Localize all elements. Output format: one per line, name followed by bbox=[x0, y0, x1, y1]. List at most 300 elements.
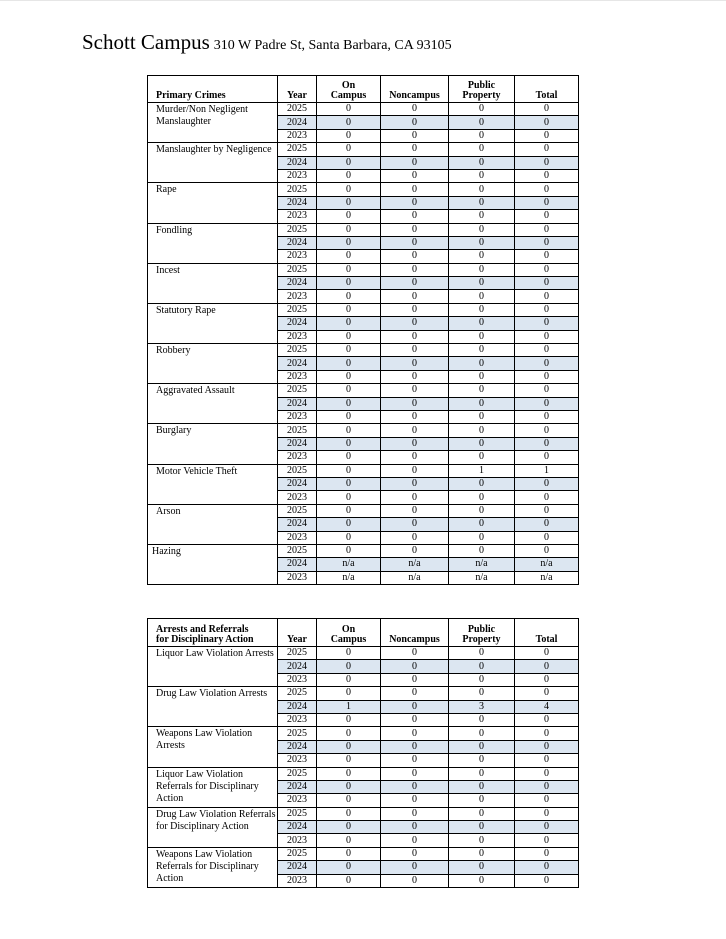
noncampus-cell: 0 bbox=[381, 687, 449, 700]
on-campus-cell: 0 bbox=[317, 821, 381, 834]
year-cell: 2024 bbox=[278, 660, 317, 673]
on-campus-cell: 0 bbox=[317, 754, 381, 767]
category-cell: Incest bbox=[148, 263, 278, 303]
total-cell: 0 bbox=[515, 223, 579, 236]
total-cell: n/a bbox=[515, 571, 579, 584]
total-cell: 0 bbox=[515, 518, 579, 531]
on-campus-cell: 0 bbox=[317, 847, 381, 860]
total-cell: 0 bbox=[515, 156, 579, 169]
public-property-cell: 0 bbox=[449, 169, 515, 182]
year-cell: 2025 bbox=[278, 847, 317, 860]
noncampus-cell: 0 bbox=[381, 874, 449, 887]
table-row bbox=[148, 303, 579, 316]
on-campus-cell: 0 bbox=[317, 384, 381, 397]
total-cell: 0 bbox=[515, 780, 579, 793]
table-row bbox=[148, 344, 579, 357]
table-row bbox=[148, 807, 579, 820]
noncampus-cell: 0 bbox=[381, 861, 449, 874]
public-property-cell: 0 bbox=[449, 754, 515, 767]
year-cell: 2024 bbox=[278, 861, 317, 874]
year-cell: 2024 bbox=[278, 277, 317, 290]
year-cell: 2023 bbox=[278, 330, 317, 343]
noncampus-cell: 0 bbox=[381, 673, 449, 686]
noncampus-cell: 0 bbox=[381, 277, 449, 290]
page-title bbox=[82, 30, 452, 58]
table-row bbox=[148, 103, 579, 116]
total-cell: 0 bbox=[515, 504, 579, 517]
noncampus-cell: 0 bbox=[381, 223, 449, 236]
table-row bbox=[148, 727, 579, 740]
table-row bbox=[148, 687, 579, 700]
on-campus-line2: Campus bbox=[330, 90, 367, 101]
total-cell: 0 bbox=[515, 807, 579, 820]
on-campus-cell: 0 bbox=[317, 424, 381, 437]
year-cell: 2023 bbox=[278, 874, 317, 887]
category-cell: Murder/Non Negligent Manslaughter bbox=[148, 103, 278, 143]
noncampus-cell: 0 bbox=[381, 169, 449, 182]
on-campus-cell: 0 bbox=[317, 451, 381, 464]
year-cell: 2025 bbox=[278, 263, 317, 276]
noncampus-cell: 0 bbox=[381, 210, 449, 223]
category-cell: Arson bbox=[148, 504, 278, 544]
arrests-referrals-table bbox=[147, 618, 579, 888]
public-property-cell: 1 bbox=[449, 464, 515, 477]
noncampus-cell: 0 bbox=[381, 263, 449, 276]
table-row bbox=[148, 544, 579, 557]
public-property-cell: 3 bbox=[449, 700, 515, 713]
column-header-on-campus bbox=[317, 619, 381, 647]
on-campus-cell: 0 bbox=[317, 103, 381, 116]
total-cell: 0 bbox=[515, 169, 579, 182]
noncampus-cell: 0 bbox=[381, 303, 449, 316]
public-property-cell: 0 bbox=[449, 821, 515, 834]
year-cell: 2023 bbox=[278, 370, 317, 383]
category-cell: Rape bbox=[148, 183, 278, 223]
public-property-cell: 0 bbox=[449, 687, 515, 700]
year-cell: 2024 bbox=[278, 518, 317, 531]
on-campus-cell: 0 bbox=[317, 330, 381, 343]
category-cell: Weapons Law Violation Arrests bbox=[148, 727, 278, 767]
on-campus-cell: 0 bbox=[317, 250, 381, 263]
noncampus-cell: 0 bbox=[381, 794, 449, 807]
public-property-cell: 0 bbox=[449, 660, 515, 673]
total-cell: 0 bbox=[515, 713, 579, 726]
year-cell: 2025 bbox=[278, 464, 317, 477]
column-header-noncampus: Noncampus bbox=[381, 619, 449, 647]
year-cell: 2023 bbox=[278, 210, 317, 223]
on-campus-cell: 0 bbox=[317, 491, 381, 504]
on-campus-cell: 0 bbox=[317, 807, 381, 820]
category-cell: Manslaughter by Negligence bbox=[148, 143, 278, 183]
public-property-cell: 0 bbox=[449, 116, 515, 129]
total-cell: 0 bbox=[515, 317, 579, 330]
on-campus-cell: 0 bbox=[317, 780, 381, 793]
noncampus-cell: 0 bbox=[381, 767, 449, 780]
year-cell: 2024 bbox=[278, 116, 317, 129]
total-cell: 0 bbox=[515, 250, 579, 263]
on-campus-cell: 0 bbox=[317, 410, 381, 423]
column-header-on-campus bbox=[317, 76, 381, 103]
year-cell: 2025 bbox=[278, 544, 317, 557]
on-campus-cell: 0 bbox=[317, 727, 381, 740]
table-header-row bbox=[148, 76, 579, 103]
campus-address: 310 W Padre St, Santa Barbara, CA 93105 bbox=[213, 38, 452, 53]
noncampus-cell: 0 bbox=[381, 317, 449, 330]
table-row bbox=[148, 384, 579, 397]
public-property-cell: n/a bbox=[449, 571, 515, 584]
column-header-public-property bbox=[449, 619, 515, 647]
on-campus-cell: 0 bbox=[317, 129, 381, 142]
on-campus-cell: 0 bbox=[317, 156, 381, 169]
category-line1: Arrests and Referrals bbox=[156, 624, 249, 635]
public-property-cell: 0 bbox=[449, 780, 515, 793]
table-row bbox=[148, 183, 579, 196]
year-cell: 2024 bbox=[278, 357, 317, 370]
on-campus-cell: 0 bbox=[317, 437, 381, 450]
on-campus-cell: 0 bbox=[317, 687, 381, 700]
public-property-cell: 0 bbox=[449, 156, 515, 169]
year-cell: 2025 bbox=[278, 223, 317, 236]
noncampus-cell: 0 bbox=[381, 740, 449, 753]
public-property-cell: 0 bbox=[449, 424, 515, 437]
public-property-cell: 0 bbox=[449, 397, 515, 410]
column-header-category bbox=[148, 619, 278, 647]
table-row bbox=[148, 143, 579, 156]
total-cell: 0 bbox=[515, 196, 579, 209]
year-cell: 2024 bbox=[278, 397, 317, 410]
total-cell: 0 bbox=[515, 330, 579, 343]
column-header-noncampus: Noncampus bbox=[381, 76, 449, 103]
total-cell: 0 bbox=[515, 687, 579, 700]
total-cell: 0 bbox=[515, 451, 579, 464]
total-cell: 0 bbox=[515, 874, 579, 887]
noncampus-cell: 0 bbox=[381, 660, 449, 673]
public-property-cell: 0 bbox=[449, 544, 515, 557]
year-cell: 2024 bbox=[278, 156, 317, 169]
year-cell: 2023 bbox=[278, 531, 317, 544]
noncampus-cell: 0 bbox=[381, 491, 449, 504]
total-cell: 0 bbox=[515, 277, 579, 290]
noncampus-cell: 0 bbox=[381, 807, 449, 820]
public-property-cell: 0 bbox=[449, 518, 515, 531]
on-campus-cell: 0 bbox=[317, 544, 381, 557]
year-cell: 2025 bbox=[278, 647, 317, 660]
category-line2: for Disciplinary Action bbox=[156, 634, 254, 645]
table-header-row bbox=[148, 619, 579, 647]
total-cell: 0 bbox=[515, 263, 579, 276]
on-campus-cell: 0 bbox=[317, 290, 381, 303]
noncampus-cell: 0 bbox=[381, 477, 449, 490]
year-cell: 2025 bbox=[278, 767, 317, 780]
total-cell: 0 bbox=[515, 183, 579, 196]
noncampus-cell: 0 bbox=[381, 713, 449, 726]
on-campus-cell: 0 bbox=[317, 767, 381, 780]
public-property-cell: 0 bbox=[449, 874, 515, 887]
year-cell: 2023 bbox=[278, 250, 317, 263]
total-cell: 0 bbox=[515, 647, 579, 660]
noncampus-cell: 0 bbox=[381, 330, 449, 343]
year-cell: 2024 bbox=[278, 700, 317, 713]
public-property-cell: 0 bbox=[449, 263, 515, 276]
on-campus-cell: 0 bbox=[317, 397, 381, 410]
public-property-cell: 0 bbox=[449, 767, 515, 780]
total-cell: 0 bbox=[515, 103, 579, 116]
total-cell: 0 bbox=[515, 410, 579, 423]
year-cell: 2025 bbox=[278, 183, 317, 196]
public-line2: Property bbox=[462, 634, 501, 645]
total-cell: 0 bbox=[515, 477, 579, 490]
public-property-cell: 0 bbox=[449, 290, 515, 303]
total-cell: 0 bbox=[515, 544, 579, 557]
public-property-cell: 0 bbox=[449, 129, 515, 142]
public-property-cell: 0 bbox=[449, 531, 515, 544]
on-campus-cell: 0 bbox=[317, 370, 381, 383]
on-campus-cell: 0 bbox=[317, 464, 381, 477]
public-property-cell: 0 bbox=[449, 303, 515, 316]
table-row bbox=[148, 647, 579, 660]
on-campus-cell: 0 bbox=[317, 223, 381, 236]
on-campus-cell: 0 bbox=[317, 477, 381, 490]
noncampus-cell: 0 bbox=[381, 700, 449, 713]
on-campus-cell: 0 bbox=[317, 504, 381, 517]
noncampus-cell: 0 bbox=[381, 780, 449, 793]
public-property-cell: 0 bbox=[449, 250, 515, 263]
noncampus-cell: n/a bbox=[381, 571, 449, 584]
total-cell: 0 bbox=[515, 767, 579, 780]
year-cell: 2023 bbox=[278, 491, 317, 504]
on-campus-cell: n/a bbox=[317, 571, 381, 584]
noncampus-cell: 0 bbox=[381, 464, 449, 477]
noncampus-cell: n/a bbox=[381, 558, 449, 571]
public-property-cell: 0 bbox=[449, 740, 515, 753]
arrests-referrals-body bbox=[148, 647, 579, 888]
noncampus-cell: 0 bbox=[381, 437, 449, 450]
public-property-cell: 0 bbox=[449, 196, 515, 209]
noncampus-cell: 0 bbox=[381, 727, 449, 740]
public-property-cell: 0 bbox=[449, 477, 515, 490]
noncampus-cell: 0 bbox=[381, 397, 449, 410]
noncampus-cell: 0 bbox=[381, 754, 449, 767]
year-cell: 2025 bbox=[278, 727, 317, 740]
year-cell: 2025 bbox=[278, 504, 317, 517]
on-campus-cell: 0 bbox=[317, 116, 381, 129]
total-cell: 0 bbox=[515, 384, 579, 397]
noncampus-cell: 0 bbox=[381, 196, 449, 209]
public-property-cell: 0 bbox=[449, 437, 515, 450]
total-cell: 0 bbox=[515, 660, 579, 673]
total-cell: 0 bbox=[515, 116, 579, 129]
on-campus-cell: 0 bbox=[317, 834, 381, 847]
year-cell: 2025 bbox=[278, 424, 317, 437]
noncampus-cell: 0 bbox=[381, 647, 449, 660]
campus-name: Schott Campus bbox=[82, 30, 210, 54]
category-cell: Robbery bbox=[148, 344, 278, 384]
table-row bbox=[148, 464, 579, 477]
year-cell: 2025 bbox=[278, 807, 317, 820]
year-cell: 2023 bbox=[278, 673, 317, 686]
total-cell: 0 bbox=[515, 531, 579, 544]
year-cell: 2023 bbox=[278, 451, 317, 464]
on-campus-cell: 0 bbox=[317, 647, 381, 660]
public-property-cell: 0 bbox=[449, 370, 515, 383]
total-cell: 0 bbox=[515, 491, 579, 504]
category-cell: Statutory Rape bbox=[148, 303, 278, 343]
on-campus-cell: 0 bbox=[317, 874, 381, 887]
total-cell: 0 bbox=[515, 397, 579, 410]
on-campus-line2: Campus bbox=[330, 634, 367, 645]
table-row bbox=[148, 424, 579, 437]
year-cell: 2024 bbox=[278, 558, 317, 571]
year-cell: 2024 bbox=[278, 196, 317, 209]
total-cell: 0 bbox=[515, 754, 579, 767]
year-cell: 2024 bbox=[278, 821, 317, 834]
on-campus-cell: 0 bbox=[317, 531, 381, 544]
primary-crimes-body bbox=[148, 103, 579, 585]
total-cell: 0 bbox=[515, 236, 579, 249]
public-property-cell: 0 bbox=[449, 410, 515, 423]
top-divider bbox=[0, 0, 726, 1]
public-property-cell: 0 bbox=[449, 647, 515, 660]
on-campus-cell: 1 bbox=[317, 700, 381, 713]
on-campus-cell: 0 bbox=[317, 263, 381, 276]
total-cell: 1 bbox=[515, 464, 579, 477]
column-header-year: Year bbox=[278, 76, 317, 103]
total-cell: 0 bbox=[515, 210, 579, 223]
on-campus-cell: 0 bbox=[317, 660, 381, 673]
on-campus-cell: 0 bbox=[317, 143, 381, 156]
year-cell: 2023 bbox=[278, 571, 317, 584]
noncampus-cell: 0 bbox=[381, 129, 449, 142]
year-cell: 2024 bbox=[278, 477, 317, 490]
category-cell: Drug Law Violation Arrests bbox=[148, 687, 278, 727]
year-cell: 2025 bbox=[278, 384, 317, 397]
noncampus-cell: 0 bbox=[381, 544, 449, 557]
year-cell: 2025 bbox=[278, 103, 317, 116]
on-campus-cell: 0 bbox=[317, 713, 381, 726]
total-cell: 0 bbox=[515, 357, 579, 370]
on-campus-cell: n/a bbox=[317, 558, 381, 571]
total-cell: 0 bbox=[515, 437, 579, 450]
on-campus-line1: On bbox=[341, 80, 356, 91]
total-cell: 0 bbox=[515, 370, 579, 383]
on-campus-cell: 0 bbox=[317, 673, 381, 686]
public-property-cell: n/a bbox=[449, 558, 515, 571]
table-row bbox=[148, 767, 579, 780]
public-property-cell: 0 bbox=[449, 504, 515, 517]
public-property-cell: 0 bbox=[449, 834, 515, 847]
year-cell: 2023 bbox=[278, 754, 317, 767]
year-cell: 2025 bbox=[278, 143, 317, 156]
on-campus-cell: 0 bbox=[317, 518, 381, 531]
total-cell: 0 bbox=[515, 821, 579, 834]
noncampus-cell: 0 bbox=[381, 290, 449, 303]
noncampus-cell: 0 bbox=[381, 847, 449, 860]
total-cell: 0 bbox=[515, 344, 579, 357]
total-cell: 0 bbox=[515, 740, 579, 753]
year-cell: 2025 bbox=[278, 303, 317, 316]
category-cell: Motor Vehicle Theft bbox=[148, 464, 278, 504]
noncampus-cell: 0 bbox=[381, 344, 449, 357]
on-campus-cell: 0 bbox=[317, 303, 381, 316]
public-property-cell: 0 bbox=[449, 861, 515, 874]
year-cell: 2023 bbox=[278, 290, 317, 303]
noncampus-cell: 0 bbox=[381, 183, 449, 196]
column-header-total: Total bbox=[515, 76, 579, 103]
on-campus-cell: 0 bbox=[317, 169, 381, 182]
total-cell: 0 bbox=[515, 143, 579, 156]
column-header-public-property bbox=[449, 76, 515, 103]
noncampus-cell: 0 bbox=[381, 531, 449, 544]
on-campus-cell: 0 bbox=[317, 344, 381, 357]
column-header-total: Total bbox=[515, 619, 579, 647]
public-property-cell: 0 bbox=[449, 330, 515, 343]
total-cell: 0 bbox=[515, 129, 579, 142]
noncampus-cell: 0 bbox=[381, 156, 449, 169]
total-cell: 0 bbox=[515, 673, 579, 686]
public-property-cell: 0 bbox=[449, 451, 515, 464]
noncampus-cell: 0 bbox=[381, 103, 449, 116]
year-cell: 2023 bbox=[278, 169, 317, 182]
noncampus-cell: 0 bbox=[381, 821, 449, 834]
year-cell: 2023 bbox=[278, 713, 317, 726]
noncampus-cell: 0 bbox=[381, 357, 449, 370]
category-cell: Weapons Law Violation Referrals for Disciplinary Action bbox=[148, 847, 278, 887]
public-property-cell: 0 bbox=[449, 807, 515, 820]
year-cell: 2025 bbox=[278, 687, 317, 700]
noncampus-cell: 0 bbox=[381, 250, 449, 263]
category-cell: Liquor Law Violation Arrests bbox=[148, 647, 278, 687]
public-property-cell: 0 bbox=[449, 357, 515, 370]
on-campus-cell: 0 bbox=[317, 236, 381, 249]
noncampus-cell: 0 bbox=[381, 370, 449, 383]
on-campus-cell: 0 bbox=[317, 210, 381, 223]
noncampus-cell: 0 bbox=[381, 424, 449, 437]
noncampus-cell: 0 bbox=[381, 834, 449, 847]
noncampus-cell: 0 bbox=[381, 384, 449, 397]
public-property-cell: 0 bbox=[449, 344, 515, 357]
public-property-cell: 0 bbox=[449, 384, 515, 397]
on-campus-cell: 0 bbox=[317, 277, 381, 290]
total-cell: n/a bbox=[515, 558, 579, 571]
noncampus-cell: 0 bbox=[381, 236, 449, 249]
noncampus-cell: 0 bbox=[381, 143, 449, 156]
public-property-cell: 0 bbox=[449, 317, 515, 330]
noncampus-cell: 0 bbox=[381, 451, 449, 464]
table-row bbox=[148, 847, 579, 860]
column-header-year: Year bbox=[278, 619, 317, 647]
year-cell: 2024 bbox=[278, 437, 317, 450]
public-property-cell: 0 bbox=[449, 236, 515, 249]
year-cell: 2025 bbox=[278, 344, 317, 357]
year-cell: 2024 bbox=[278, 740, 317, 753]
total-cell: 0 bbox=[515, 861, 579, 874]
total-cell: 0 bbox=[515, 794, 579, 807]
total-cell: 0 bbox=[515, 847, 579, 860]
primary-crimes-table bbox=[147, 75, 579, 585]
public-property-cell: 0 bbox=[449, 210, 515, 223]
total-cell: 0 bbox=[515, 834, 579, 847]
category-cell: Aggravated Assault bbox=[148, 384, 278, 424]
category-cell: Drug Law Violation Referrals for Disciplinary Action bbox=[148, 807, 278, 847]
public-property-cell: 0 bbox=[449, 847, 515, 860]
year-cell: 2024 bbox=[278, 780, 317, 793]
column-header-category: Primary Crimes bbox=[148, 76, 278, 103]
public-line2: Property bbox=[462, 90, 501, 101]
on-campus-cell: 0 bbox=[317, 794, 381, 807]
noncampus-cell: 0 bbox=[381, 504, 449, 517]
public-property-cell: 0 bbox=[449, 491, 515, 504]
total-cell: 0 bbox=[515, 424, 579, 437]
